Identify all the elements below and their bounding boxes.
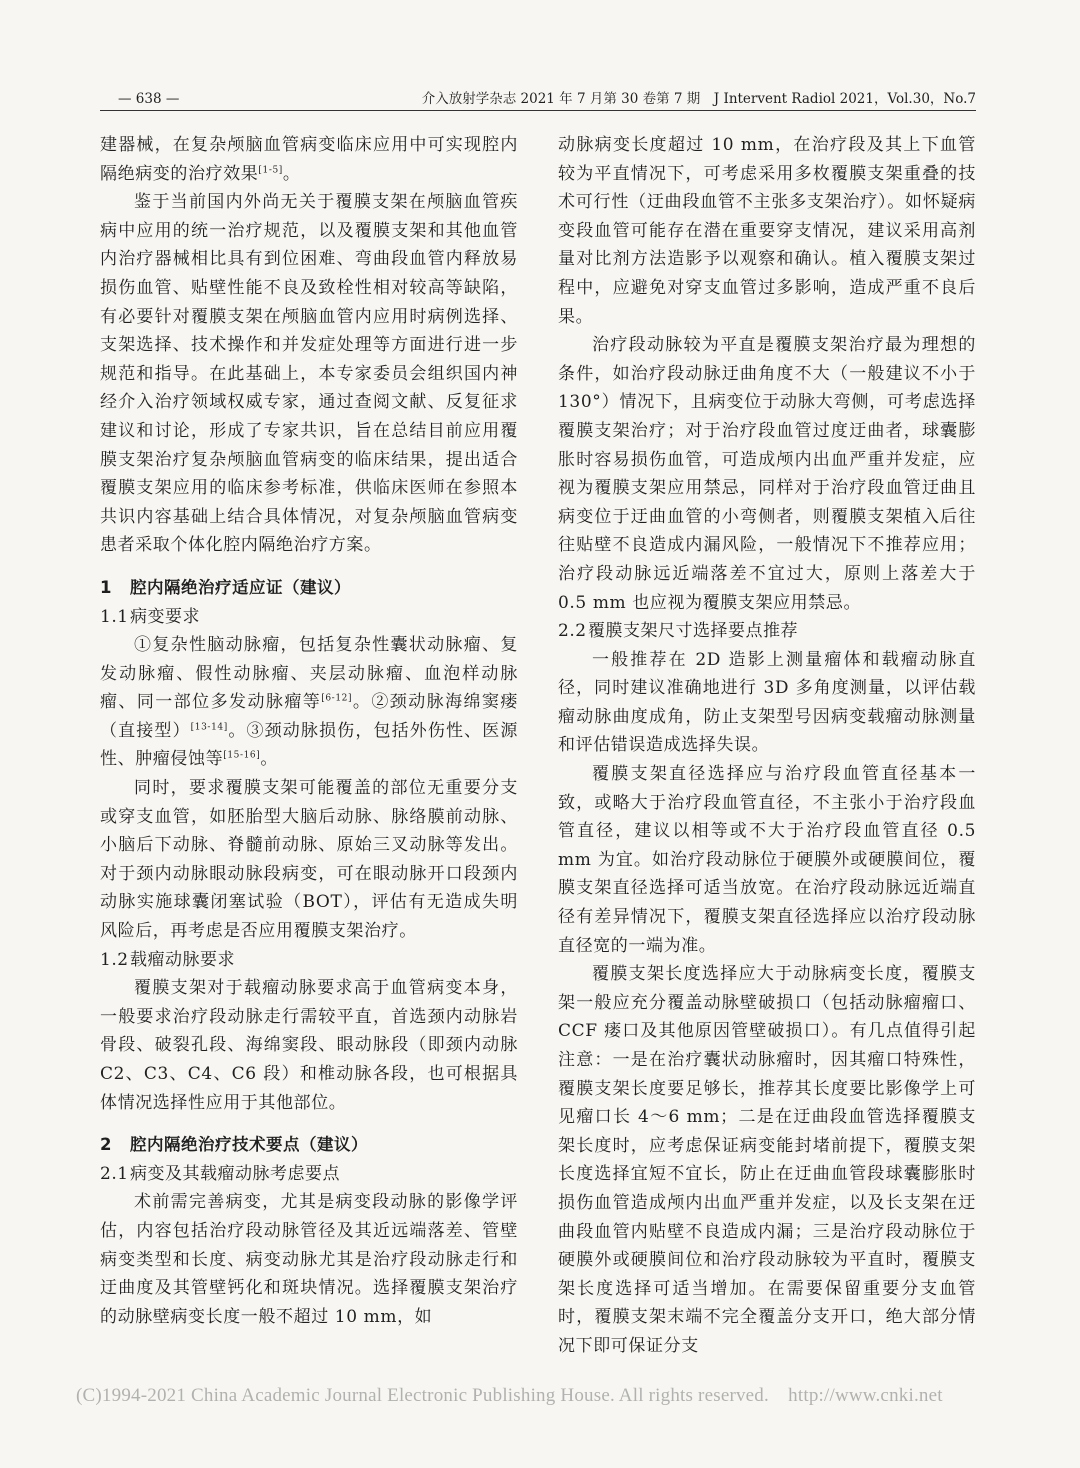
subsection-heading: 1.1病变要求 [100, 606, 200, 627]
reference: [1-5] [258, 164, 283, 175]
paragraph: 覆膜支架对于载瘤动脉要求高于血管病变本身，一般要求治疗段动脉走行需较平直，首选颈内动脉岩骨段、破裂孔段、海绵窦段、眼动脉段（即颈内动脉 C2、C3、C4、C6 段）和椎动脉各段，也可根据具体情况选择性应用于其他部位。 [100, 978, 518, 1113]
left-column [100, 131, 518, 1331]
reference: [13-14] [190, 722, 228, 733]
page-number: — 638 — [118, 91, 180, 107]
subsection-heading: 1.2载瘤动脉要求 [100, 949, 235, 970]
paragraph: 覆膜支架长度选择应大于动脉病变长度，覆膜支架一般应充分覆盖动脉壁破损口（包括动脉瘤瘤口、CCF 瘘口及其他原因管壁破损口）。有几点值得引起注意：一是在治疗囊状动脉瘤时，因其瘤口特殊性，覆膜支架长度要足够长，推荐其长度要比影像学上可见瘤口长 4～6 mm；二是在迂曲段血管选择覆膜支架长度时，应考虑保证病变能封堵前提下，覆膜支架长度选择宜短不宜长，防止在迂曲血管段球囊膨胀时损伤血管造成颅内出血严重并发症，以及长支架在迂曲段血管内贴壁不良造成内漏；三是治疗段动脉位于硬膜外或硬膜间位和治疗段动脉较为平直时，覆膜支架长度选择可适当增加。在需要保留重要分支血管时，覆膜支架末端不完全覆盖分支开口，绝大部分情况下即可保证分支 [558, 964, 976, 1356]
section-heading: 1 腔内隔绝治疗适应证（建议） [100, 577, 351, 597]
paragraph: 动脉病变长度超过 10 mm，在治疗段及其上下血管较为平直情况下，可考虑采用多枚覆膜支架重叠的技术可行性（迂曲段血管不主张多支架治疗）。如怀疑病变段血管可能存在潜在重要穿支情况，建议采用高剂量对比剂方法造影予以观察和确认。植入覆膜支架过程中，应避免对穿支血管过多影响，造成严重不良后果。 [558, 135, 976, 327]
paragraph: 覆膜支架直径选择应与治疗段血管直径基本一致，或略大于治疗段血管直径，不主张小于治疗段血管直径，建议以相等或不大于治疗段血管直径 0.5 mm 为宜。如治疗段动脉位于硬膜外或硬膜间位，覆膜支架直径选择可适当放宽。在治疗段动脉远近端直径有差异情况下，覆膜支架直径选择应以治疗段动脉直径宽的一端为准。 [558, 764, 976, 956]
subsection-heading: 2.1病变及其载瘤动脉考虑要点 [100, 1163, 340, 1184]
paragraph: 建器械，在复杂颅脑血管病变临床应用中可实现腔内隔绝病变的治疗效果[1-5]。 [100, 135, 518, 184]
copyright-watermark: (C)1994-2021 China Academic Journal Electronic Publishing House. All rights reserved. http://www.cnki.net [76, 1385, 943, 1406]
paragraph: 治疗段动脉较为平直是覆膜支架治疗最为理想的条件，如治疗段动脉迂曲角度不大（一般建议不小于 130°）情况下，且病变位于动脉大弯侧，可考虑选择覆膜支架治疗；对于治疗段血管过度迂曲者，球囊膨胀时容易损伤血管，可造成颅内出血严重并发症，应视为覆膜支架应用禁忌，同样对于治疗段血管迂曲且病变位于迂曲血管的小弯侧者，则覆膜支架植入后往往贴壁不良造成内漏风险，一般情况下不推荐应用；治疗段动脉远近端落差不宜过大，原则上落差大于 0.5 mm 也应视为覆膜支架应用禁忌。 [558, 335, 976, 613]
paragraph: 同时，要求覆膜支架可能覆盖的部位无重要分支或穿支血管，如胚胎型大脑后动脉、脉络膜前动脉、小脑后下动脉、脊髓前动脉、原始三叉动脉等发出。对于颈内动脉眼动脉段病变，可在眼动脉开口段颈内动脉实施球囊闭塞试验（BOT），评估有无造成失明风险后，再考虑是否应用覆膜支架治疗。 [100, 778, 518, 942]
running-header [100, 90, 976, 111]
paragraph: ①复杂性脑动脉瘤，包括复杂性囊状动脉瘤、复发动脉瘤、假性动脉瘤、夹层动脉瘤、血泡样动脉瘤、同一部位多发动脉瘤等[6-12]。②颈动脉海绵窦瘘（直接型）[13-14]。③颈动脉损伤，包括外伤性、医源性、肿瘤侵蚀等[15-16]。 [100, 635, 518, 770]
journal-citation: 介入放射学杂志 2021 年 7 月第 30 卷第 7 期 J Intervent Radiol 2021，Vol.30，No.7 [421, 91, 976, 107]
paragraph: 鉴于当前国内外尚无关于覆膜支架在颅脑血管疾病中应用的统一治疗规范，以及覆膜支架和其他血管内治疗器械相比具有到位困难、弯曲段血管内释放易损伤血管、贴壁性能不良及致栓性相对较高等缺陷，有必要针对覆膜支架在颅脑血管内应用时病例选择、支架选择、技术操作和并发症处理等方面进行进一步规范和指导。在此基础上，本专家委员会组织国内神经介入治疗领域权威专家，通过查阅文献、反复征求建议和讨论，形成了专家共识，旨在总结目前应用覆膜支架治疗复杂颅脑血管病变的临床结果，提出适合覆膜支架应用的临床参考标准，供临床医师在参照本共识内容基础上结合具体情况，对复杂颅脑血管病变患者采取个体化腔内隔绝治疗方案。 [100, 192, 518, 556]
reference: [6-12] [321, 693, 353, 704]
subsection-heading: 2.2覆膜支架尺寸选择要点推荐 [558, 621, 798, 642]
paragraph: 一般推荐在 2D 造影上测量瘤体和载瘤动脉直径，同时建议准确地进行 3D 多角度测量，以评估载瘤动脉曲度成角，防止支架型号因病变载瘤动脉测量和评估错误造成选择失误。 [558, 649, 976, 756]
reference: [15-16] [223, 750, 261, 761]
section-heading: 2 腔内隔绝治疗技术要点（建议） [100, 1135, 368, 1155]
right-column [558, 131, 976, 1361]
paragraph: 术前需完善病变，尤其是病变段动脉的影像学评估，内容包括治疗段动脉管径及其近远端落差、管壁病变类型和长度、病变动脉尤其是治疗段动脉走行和迂曲度及其管壁钙化和斑块情况。选择覆膜支架治疗的动脉壁病变长度一般不超过 10 mm，如 [100, 1192, 518, 1327]
